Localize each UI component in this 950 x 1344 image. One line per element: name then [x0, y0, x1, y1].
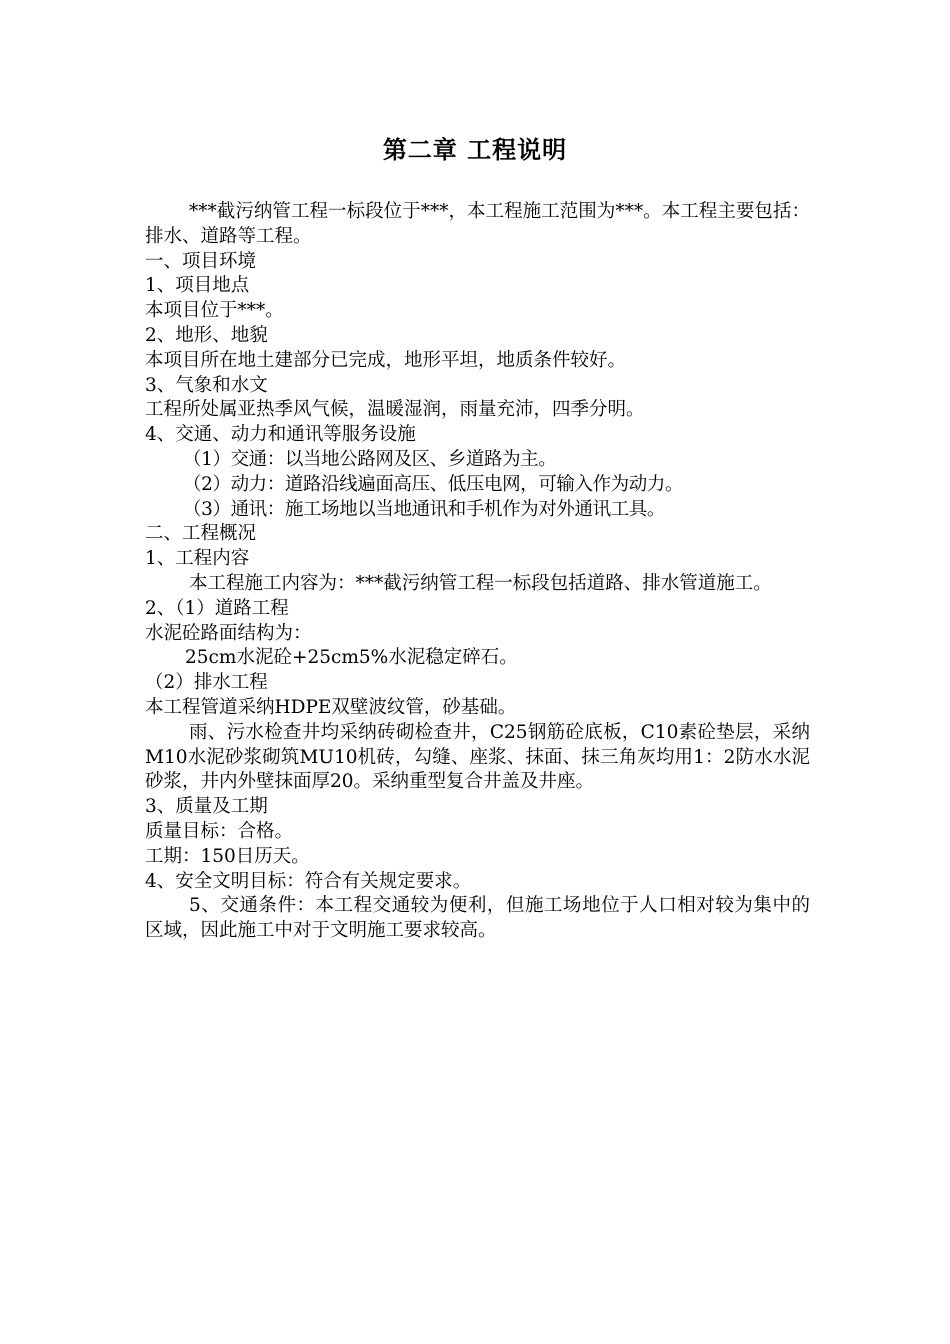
document-body	[145, 200, 810, 944]
paragraph-schedule: 工期：150日历天。	[145, 845, 310, 867]
paragraph-pavement-structure: 水泥砼路面结构为：	[145, 622, 312, 644]
paragraph-terrain: 本项目所在地土建部分已完成，地形平坦，地质条件较好。	[145, 349, 627, 371]
paragraph-traffic-conditions: 5、交通条件：本工程交通较为便利，但施工场地位于人口相对较为集中的区域，因此施工中对于文明施工要求较高。	[145, 895, 810, 942]
subheading-services: 4、交通、动力和通讯等服务设施	[145, 424, 416, 446]
paragraph-project-location: 本项目位于***。	[145, 300, 284, 322]
page-title: 第二章 工程说明	[382, 136, 568, 164]
paragraph-power: （2）动力：道路沿线遍面高压、低压电网，可输入作为动力。	[183, 473, 684, 495]
subheading-quality-schedule: 3、质量及工期	[145, 796, 268, 818]
paragraph-project-content: 本工程施工内容为：***截污纳管工程一标段包括道路、排水管道施工。	[189, 572, 772, 594]
section-heading-project-environment: 一、项目环境	[145, 250, 257, 272]
section-heading-project-overview: 二、工程概况	[145, 523, 257, 545]
paragraph-safety-target: 4、安全文明目标：符合有关规定要求。	[145, 870, 472, 892]
paragraph-communication: （3）通讯：施工场地以当地通讯和手机作为对外通讯工具。	[183, 498, 665, 520]
paragraph-traffic: （1）交通：以当地公路网及区、乡道路为主。	[183, 448, 557, 470]
intro-paragraph: ***截污纳管工程一标段位于***，本工程施工范围为***。本工程主要包括：排水、道路等工程。	[145, 201, 810, 247]
paragraph-climate: 工程所处属亚热季风气候，温暖湿润，雨量充沛，四季分明。	[145, 399, 645, 421]
subheading-road-works: 2、（1）道路工程	[145, 597, 289, 619]
paragraph-pavement-layers: 25cm水泥砼+25cm5%水泥稳定碎石。	[185, 647, 518, 669]
subheading-terrain: 2、地形、地貌	[145, 324, 268, 346]
paragraph-pipe-material: 本工程管道采纳HDPE双壁波纹管，砂基础。	[145, 696, 517, 718]
subheading-drainage-works: （2）排水工程	[145, 672, 268, 694]
paragraph-inspection-wells: 雨、污水检查井均采纳砖砌检查井，C25钢筋砼底板，C10素砼垫层，采纳M10水泥砂浆砌筑MU10机砖，勾缝、座浆、抹面、抹三角灰均用1：2防水水泥砂浆，井内外壁抹面厚20。采纳重型复合井盖及井座。	[145, 721, 810, 793]
subheading-project-content: 1、工程内容	[145, 548, 250, 570]
subheading-project-location: 1、项目地点	[145, 275, 250, 297]
subheading-climate: 3、气象和水文	[145, 374, 268, 396]
paragraph-quality-target: 质量目标：合格。	[145, 820, 294, 842]
